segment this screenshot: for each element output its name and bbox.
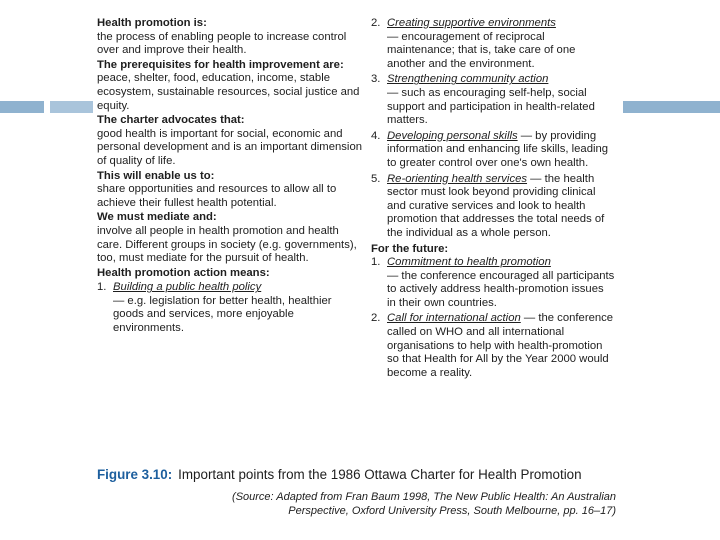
item-title: Creating supportive environments: [387, 17, 556, 29]
section-health-promotion: [97, 17, 362, 58]
source-line-2: Perspective, Oxford University Press, South Melbourne, pp. 16–17): [288, 505, 616, 517]
section-body: peace, shelter, food, education, income, stable ecosystem, sustainable resources, social justice and equity.: [97, 72, 360, 112]
item-title: Commitment to health promotion: [387, 256, 551, 269]
figure-label: Figure 3.10:: [97, 467, 173, 482]
section-charter-advocates: [97, 114, 362, 168]
right-column: [371, 17, 615, 382]
section-prerequisites: [97, 59, 362, 113]
section-heading: This will enable us to:: [97, 169, 215, 182]
source-line-1: (Source: Adapted from Fran Baum 1998, The New Public Health: An Australian: [232, 491, 616, 503]
item-number: 3.: [371, 73, 381, 86]
section-body: good health is important for social, economic and personal development and is an important dimension of quality of life.: [97, 127, 363, 167]
section-mediate: [97, 211, 362, 265]
section-heading: The prerequisites for health improvement are:: [97, 58, 344, 71]
item-title: Strengthening community action: [387, 73, 549, 86]
item-title: Building a public health policy: [113, 281, 262, 294]
future-heading: For the future:: [371, 242, 449, 255]
item-number: 2.: [371, 17, 381, 29]
item-number: 4.: [371, 129, 381, 142]
accent-bar-right: [623, 101, 720, 113]
item-title: Re-orienting health services: [387, 172, 528, 185]
item-title: Developing personal skills: [387, 129, 518, 142]
item-description: — encouragement of reciprocal maintenance; that is, take care of one another and the environment.: [387, 30, 576, 70]
accent-bar-left: [0, 101, 44, 113]
figure-caption: [97, 467, 617, 482]
list-item: [371, 17, 615, 71]
section-heading: The charter advocates that:: [97, 114, 245, 127]
list-item: [371, 130, 615, 171]
item-title: Call for international action: [387, 312, 521, 325]
section-body: involve all people in health promotion and health care. Different groups in society (e.g. governments), too, must mediate for the pursuit of health.: [97, 224, 357, 265]
item-number: 1.: [97, 281, 107, 294]
section-heading: We must mediate and:: [97, 211, 217, 224]
list-item: [371, 256, 615, 310]
section-action-means: [97, 267, 362, 281]
item-number: 2.: [371, 312, 381, 325]
item-description: — the health sector must look beyond providing clinical and curative services and look to health promotion that addresses the total needs of the individual as a whole person.: [387, 172, 605, 239]
item-number: 1.: [371, 256, 381, 269]
item-number: 5.: [371, 172, 381, 185]
item-description: — by providing information and enhancing life skills, leading to greater control over one's own health.: [387, 129, 609, 169]
accent-bar-left-segment: [50, 101, 93, 113]
figure-caption-text: Important points from the 1986 Ottawa Charter for Health Promotion: [178, 467, 582, 482]
section-body: the process of enabling people to increase control over and improve their health.: [97, 30, 347, 57]
item-description: — such as encouraging self-help, social support and participation in health-related matters.: [387, 86, 595, 127]
item-description: — the conference encouraged all participants to actively address health-promotion issues in their own countries.: [387, 269, 615, 309]
list-item: [371, 73, 615, 127]
section-heading: Health promotion is:: [97, 17, 207, 29]
left-column: [97, 17, 362, 338]
list-item: [97, 281, 362, 335]
figure-source: [140, 490, 616, 518]
item-description: — e.g. legislation for better health, healthier goods and services, more enjoyable environments.: [113, 294, 332, 335]
list-item: [371, 173, 615, 241]
item-description: — the conference called on WHO and all international organisations to help with health-promotion so that Health for All by the Year 2000 would become a reality.: [387, 312, 614, 379]
section-enable-us: [97, 170, 362, 211]
section-body: share opportunities and resources to allow all to achieve their fullest health potential.: [97, 183, 337, 209]
section-heading: Health promotion action means:: [97, 266, 270, 279]
list-item: [371, 312, 615, 380]
